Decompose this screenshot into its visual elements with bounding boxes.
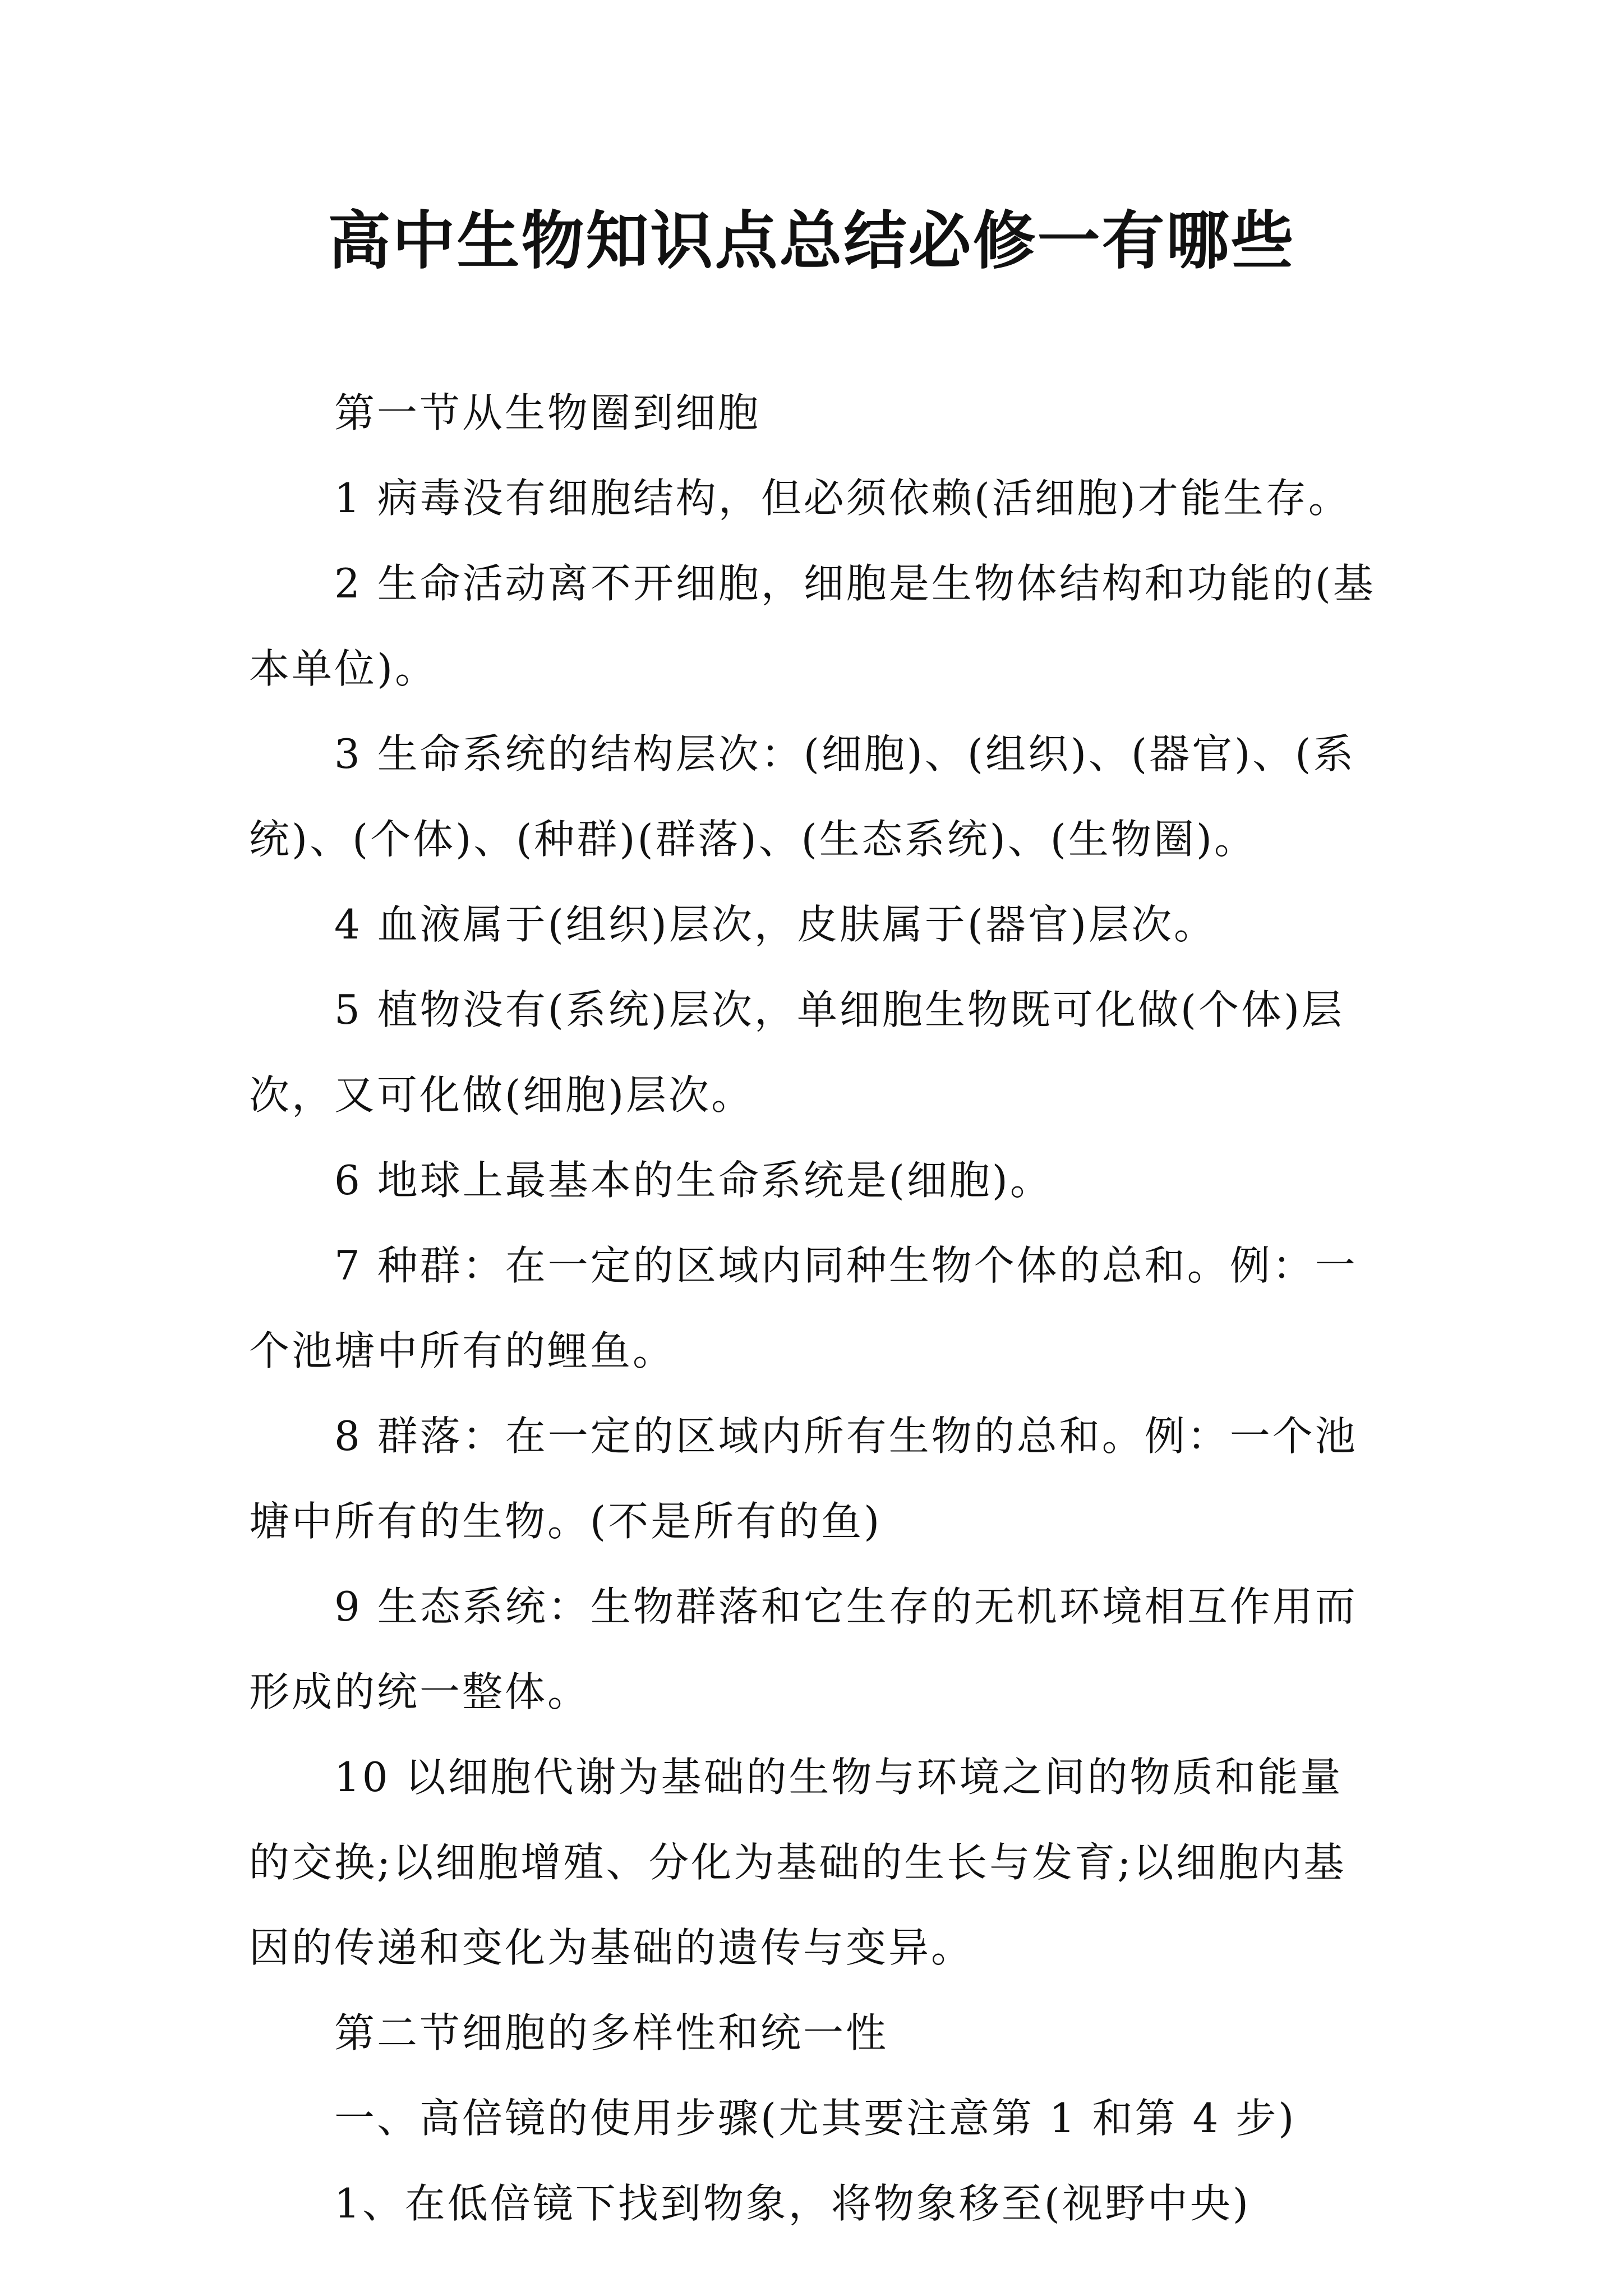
paragraph: 4 血液属于(组织)层次，皮肤属于(器官)层次。 (334, 901, 1217, 948)
paragraph: 6 地球上最基本的生命系统是(细胞)。 (334, 1157, 1053, 1204)
paragraph: 10 以细胞代谢为基础的生物与环境之间的物质和能量的交换;以细胞增殖、分化为基础的生长与发育;以细胞内基因的传递和变化为基础的遗传与变异。 (249, 1754, 1347, 1971)
paragraph: 9 生态系统：生物群落和它生存的无机环境相互作用而形成的统一整体。 (249, 1583, 1358, 1715)
paragraph: 1、在低倍镜下找到物象，将物象移至(视野中央) (334, 2180, 1251, 2227)
paragraph: 一、高倍镜的使用步骤(尤其要注意第 1 和第 4 步) (334, 2095, 1297, 2142)
paragraph: 1 病毒没有细胞结构，但必须依赖(活细胞)才能生存。 (334, 475, 1351, 522)
paragraph: 2 生命活动离不开细胞，细胞是生物体结构和功能的(基本单位)。 (249, 560, 1376, 692)
section-heading: 第一节从生物圈到细胞 (334, 389, 761, 436)
document-body (249, 370, 1380, 2246)
section-heading: 第二节细胞的多样性和统一性 (334, 2009, 889, 2056)
paragraph: 8 群落：在一定的区域内所有生物的总和。例：一个池塘中所有的生物。(不是所有的鱼) (249, 1412, 1358, 1545)
document-title: 高中生物知识点总结必修一有哪些 (328, 205, 1295, 278)
paragraph: 7 种群：在一定的区域内同种生物个体的总和。例：一个池塘中所有的鲤鱼。 (249, 1242, 1358, 1374)
paragraph: 3 生命系统的结构层次：(细胞)、(组织)、(器官)、(系统)、(个体)、(种群)(群落)、(生态系统)、(生物圈)。 (249, 730, 1356, 863)
paragraph: 5 植物没有(系统)层次，单细胞生物既可化做(个体)层次，又可化做(细胞)层次。 (249, 986, 1345, 1119)
